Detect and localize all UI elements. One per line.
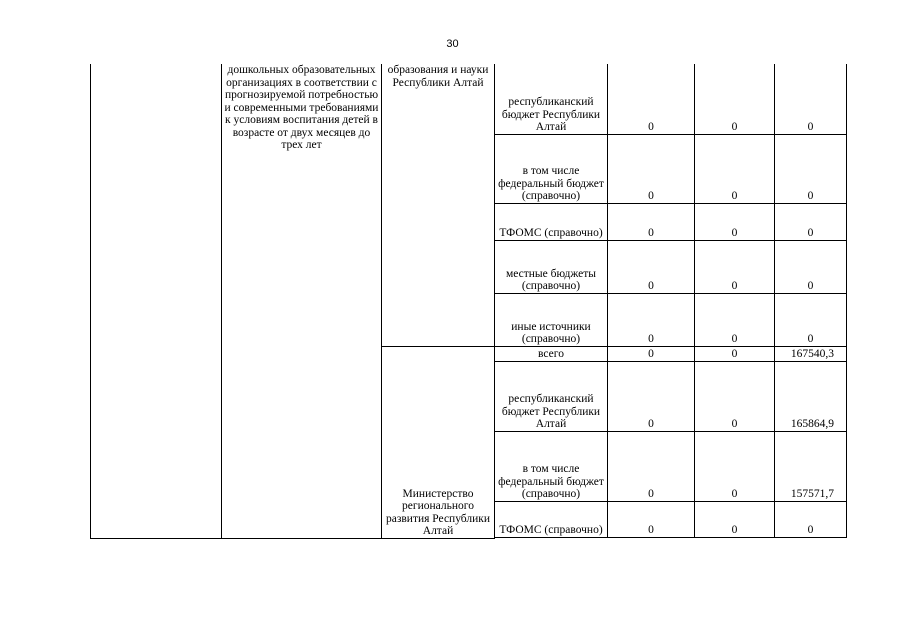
value-cell: 0 <box>608 64 695 134</box>
value-cell: 0 <box>695 64 775 134</box>
page-number: 30 <box>446 38 459 50</box>
executor-cell <box>382 346 495 538</box>
source-cell: иные источники (справочно) <box>495 293 608 346</box>
value-cell: 0 <box>775 64 847 134</box>
value-cell: 0 <box>608 293 695 346</box>
value-cell: 0 <box>695 501 775 537</box>
value-cell: 0 <box>608 501 695 537</box>
value-cell: 0 <box>775 203 847 240</box>
source-cell: местные бюджеты (справочно) <box>495 240 608 293</box>
executor-cell <box>382 64 495 346</box>
source-cell: республиканский бюджет Республики Алтай <box>495 361 608 431</box>
value-cell: 0 <box>775 134 847 203</box>
source-cell: республиканский бюджет Республики Алтай <box>495 64 608 134</box>
value-cell: 0 <box>695 346 775 361</box>
value-cell: 0 <box>608 203 695 240</box>
value-cell: 157571,7 <box>775 431 847 501</box>
table-row <box>91 64 847 134</box>
value-cell: 0 <box>695 431 775 501</box>
value-cell: 0 <box>608 134 695 203</box>
value-cell: 0 <box>695 203 775 240</box>
source-cell: ТФОМС (справочно) <box>495 501 608 537</box>
value-cell: 0 <box>775 293 847 346</box>
value-cell: 0 <box>775 240 847 293</box>
value-cell: 0 <box>608 346 695 361</box>
budget-table <box>90 64 847 539</box>
value-cell: 0 <box>695 134 775 203</box>
value-cell: 165864,9 <box>775 361 847 431</box>
executor-name: Министерство регионального развития Республики Алтай <box>385 487 491 537</box>
source-cell: ТФОМС (справочно) <box>495 203 608 240</box>
source-cell: в том числе федеральный бюджет (справочно) <box>495 431 608 501</box>
filler-cell <box>495 537 847 538</box>
value-cell: 0 <box>775 501 847 537</box>
source-cell: в том числе федеральный бюджет (справочно) <box>495 134 608 203</box>
value-cell: 0 <box>695 240 775 293</box>
value-cell: 0 <box>695 293 775 346</box>
value-cell: 0 <box>608 431 695 501</box>
value-cell: 167540,3 <box>775 346 847 361</box>
value-cell: 0 <box>695 361 775 431</box>
measure-text: дошкольных образовательных организациях в соответствии с прогнозируемой потребностью и современными требованиями к условиям воспитания детей в возрасте от двух месяцев до трех лет <box>224 64 379 151</box>
number-cell <box>91 64 222 538</box>
value-cell: 0 <box>608 240 695 293</box>
source-cell: всего <box>495 346 608 361</box>
executor-name: образования и науки Республики Алтай <box>387 64 489 89</box>
measure-cell <box>222 64 382 538</box>
value-cell: 0 <box>608 361 695 431</box>
